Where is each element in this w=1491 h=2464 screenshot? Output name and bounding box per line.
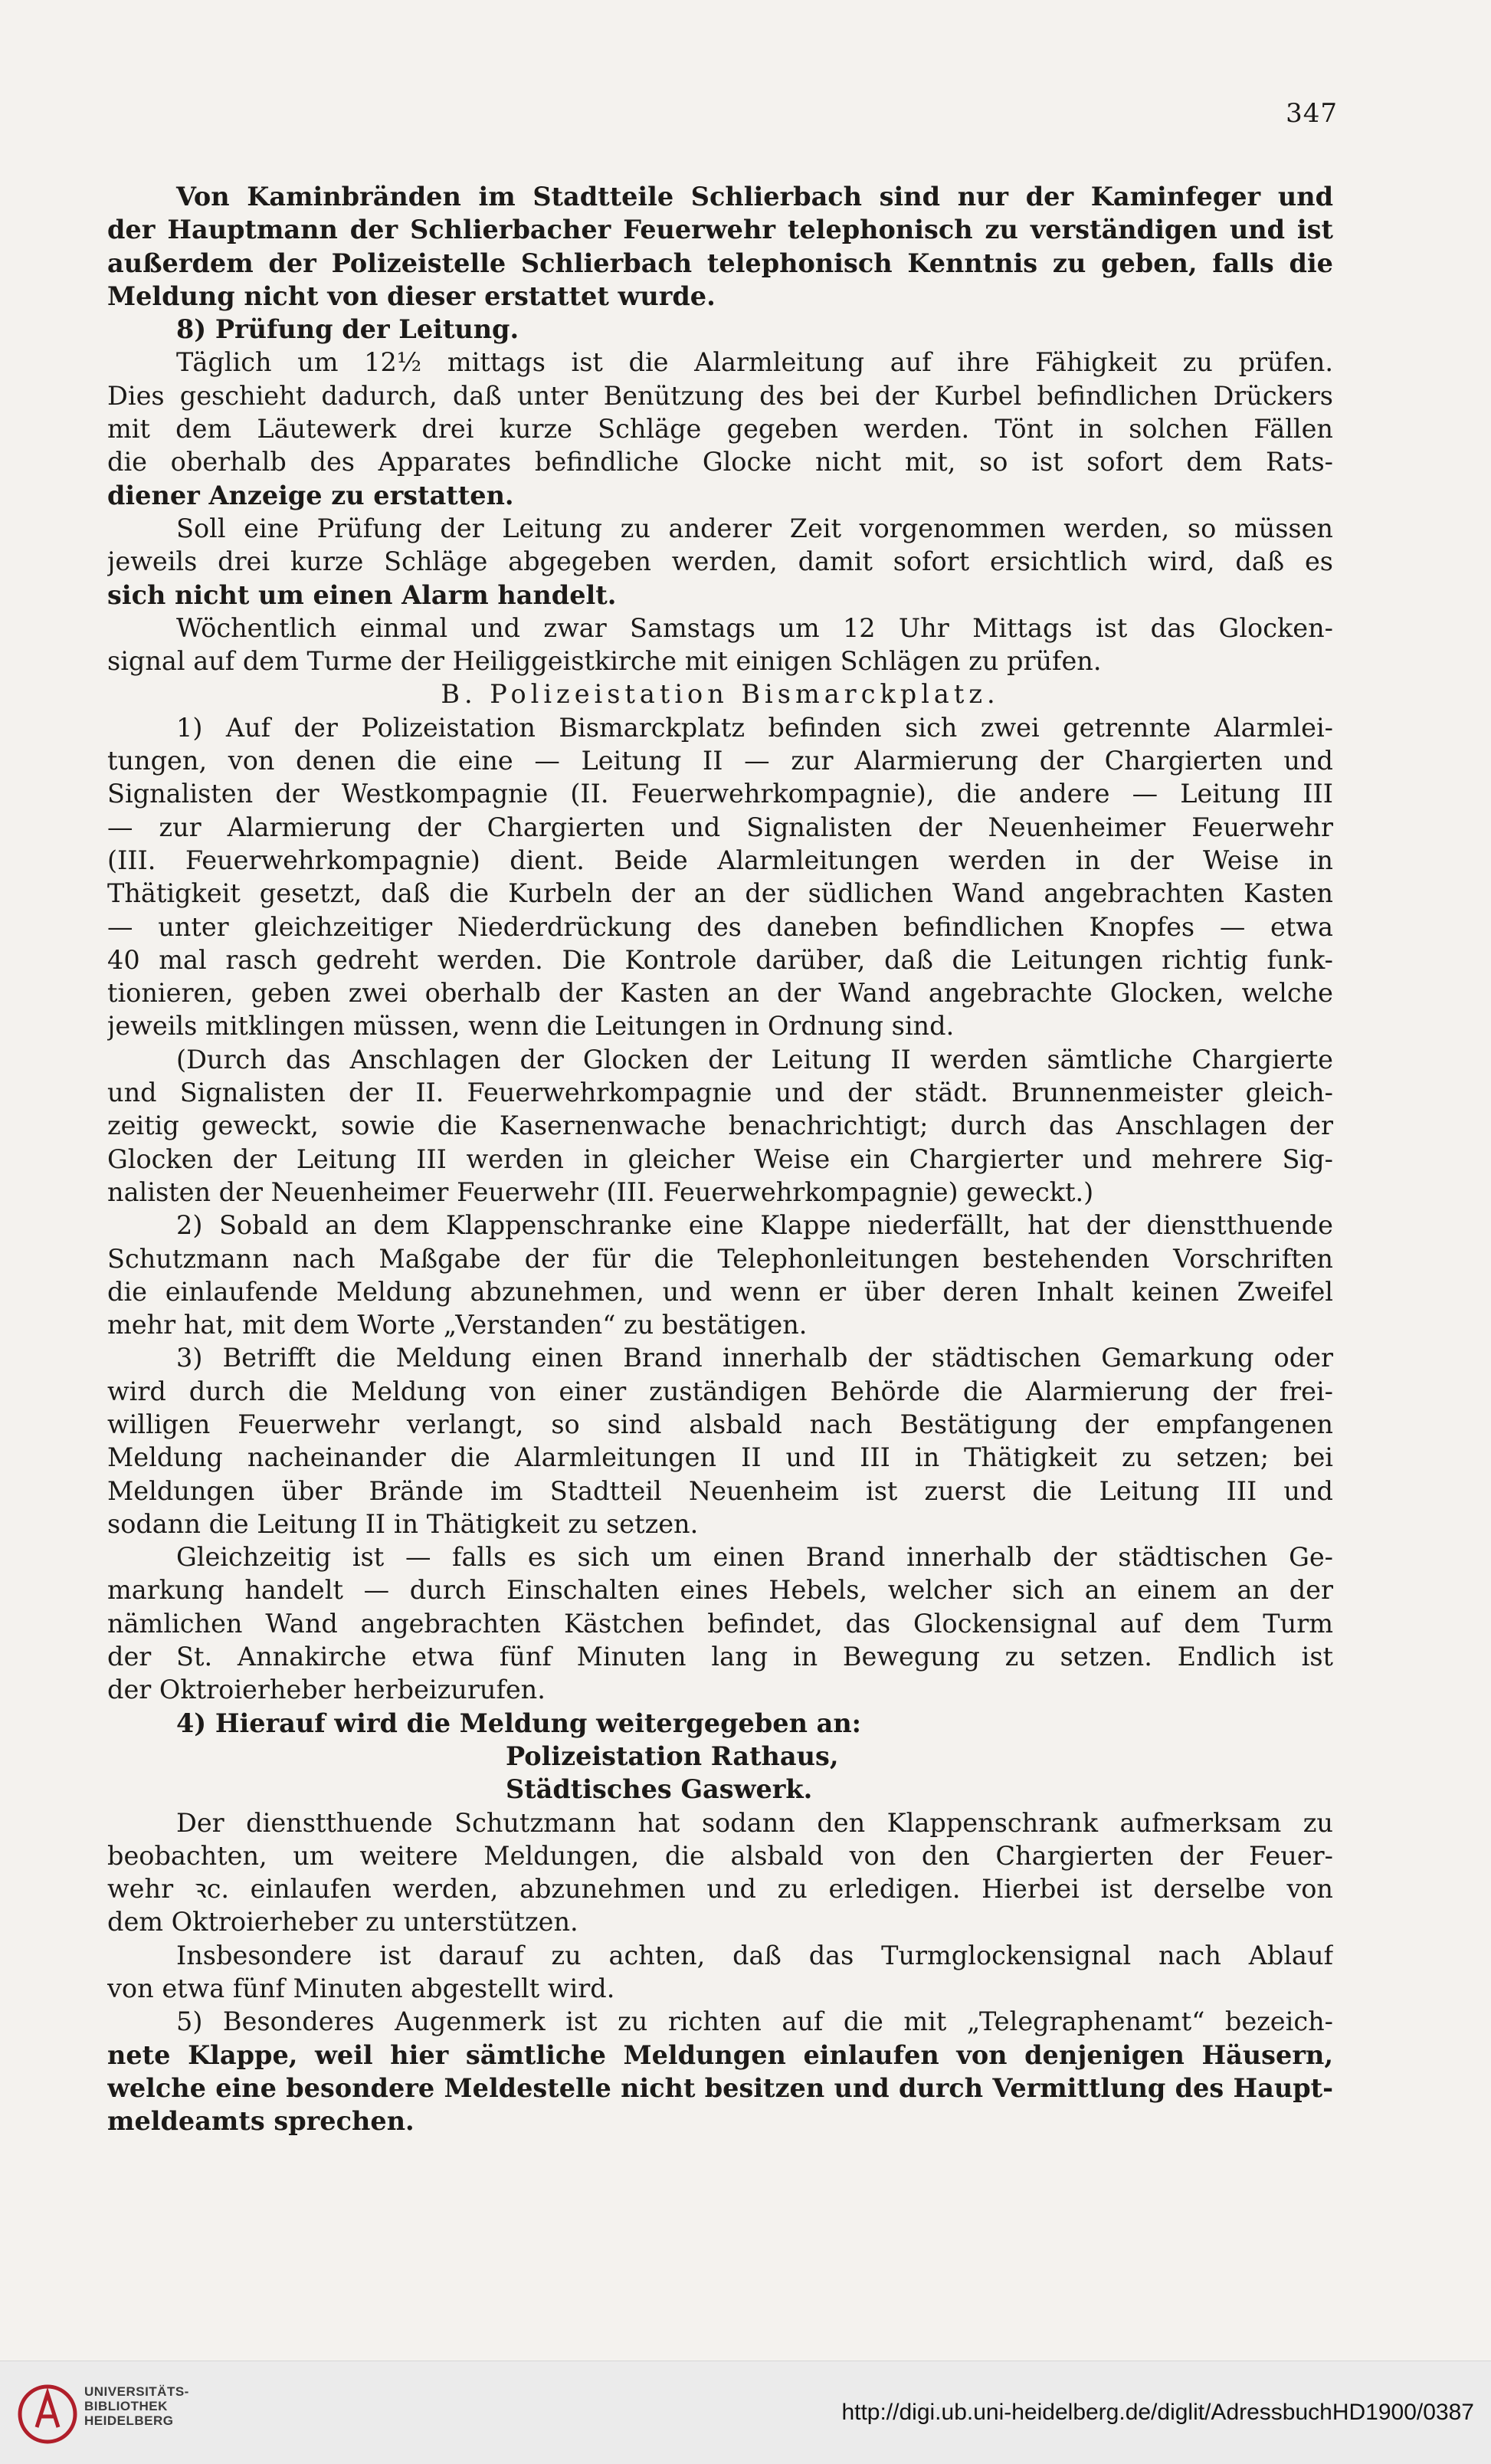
text-line: nete Klappe, weil hier sämtliche Meldungen einlaufen von denjenigen Häusern,	[107, 2039, 1333, 2070]
text-line: nalisten der Neuenheimer Feuerwehr (III. Feuerwehrkompagnie) geweckt.)	[107, 1176, 1094, 1207]
text-line: Meldung nacheinander die Alarmleitungen II und III in Thätigkeit zu setzen; bei	[107, 1442, 1333, 1473]
text-line: 1) Auf der Polizeistation Bismarckplatz befinden sich zwei getrennte Alarmlei-	[176, 712, 1333, 743]
text-line: Städtisches Gaswerk.	[506, 1774, 813, 1805]
text-line: jeweils drei kurze Schläge abgegeben werden, damit sofort ersichtlich wird, daß es	[107, 546, 1333, 577]
library-name-line3: HEIDELBERG	[84, 2413, 174, 2428]
text-line: Meldung nicht von dieser erstattet wurde.	[107, 281, 716, 311]
text-line: Von Kaminbränden im Stadtteile Schlierbach sind nur der Kaminfeger und	[176, 182, 1333, 212]
text-line: B. Polizeistation Bismarckplatz.	[441, 679, 1000, 710]
text-line: beobachten, um weitere Meldungen, die alsbald von den Chargierten der Feuer-	[107, 1840, 1333, 1871]
text-line: Wöchentlich einmal und zwar Samstags um 12 Uhr Mittags ist das Glocken-	[176, 612, 1333, 643]
text-line: (Durch das Anschlagen der Glocken der Leitung II werden sämtliche Chargierte	[176, 1044, 1333, 1075]
text-line: 2) Sobald an dem Klappenschranke eine Klappe niederfällt, hat der dienstthuende	[176, 1210, 1333, 1241]
text-line: signal auf dem Turme der Heiliggeistkirche mit einigen Schlägen zu prüfen.	[107, 646, 1102, 677]
text-line: die einlaufende Meldung abzunehmen, und wenn er über deren Inhalt keinen Zweifel	[107, 1276, 1333, 1307]
text-line: — zur Alarmierung der Chargierten und Signalisten der Neuenheimer Feuerwehr	[107, 812, 1333, 842]
text-line: diener Anzeige zu erstatten.	[107, 480, 514, 510]
text-line: welche eine besondere Meldestelle nicht besitzen und durch Vermittlung des Haupt-	[107, 2072, 1333, 2103]
text-line: 40 mal rasch gedreht werden. Die Kontrole darüber, daß die Leitungen richtig funk-	[107, 944, 1333, 975]
text-line: tungen, von denen die eine — Leitung II — zur Alarmierung der Chargierten und	[107, 746, 1333, 776]
text-block	[107, 180, 1333, 2138]
university-seal-icon	[17, 2380, 78, 2449]
text-line: und Signalisten der II. Feuerwehrkompagnie und der städt. Brunnenmeister gleich-	[107, 1078, 1333, 1108]
text-line: Meldungen über Brände im Stadtteil Neuenheim ist zuerst die Leitung III und	[107, 1475, 1333, 1506]
page-number: 347	[1286, 98, 1338, 129]
text-line: der Hauptmann der Schlierbacher Feuerwehr telephonisch zu verständigen und ist	[107, 215, 1333, 245]
text-line: willigen Feuerwehr verlangt, so sind alsbald nach Bestätigung der empfangenen	[107, 1409, 1333, 1439]
text-line: der St. Annakirche etwa fünf Minuten lang in Bewegung zu setzen. Endlich ist	[107, 1642, 1333, 1672]
text-line: 5) Besonderes Augenmerk ist zu richten auf die mit „Telegraphenamt“ bezeich-	[176, 2006, 1333, 2037]
text-line: 3) Betrifft die Meldung einen Brand innerhalb der städtischen Gemarkung oder	[176, 1343, 1333, 1373]
text-line: jeweils mitklingen müssen, wenn die Leitungen in Ordnung sind.	[107, 1011, 955, 1042]
library-name-line1: UNIVERSITÄTS-	[84, 2384, 189, 2399]
text-line: Signalisten der Westkompagnie (II. Feuerwehrkompagnie), die andere — Leitung III	[107, 779, 1333, 809]
text-line: dem Oktroierheber zu unterstützen.	[107, 1907, 578, 1937]
text-line: markung handelt — durch Einschalten eines Hebels, welcher sich an einem an der	[107, 1575, 1333, 1606]
text-line: 4) Hierauf wird die Meldung weitergegeben an:	[176, 1708, 862, 1738]
text-line: Insbesondere ist darauf zu achten, daß das Turmglockensignal nach Ablauf	[176, 1940, 1333, 1970]
text-line: wehr ꝛc. einlaufen werden, abzunehmen und zu erledigen. Hierbei ist derselbe von	[107, 1874, 1333, 1905]
text-line: wird durch die Meldung von einer zuständigen Behörde die Alarmierung der frei-	[107, 1376, 1333, 1406]
text-line: von etwa fünf Minuten abgestellt wird.	[107, 1973, 615, 2004]
text-line: der Oktroierheber herbeizurufen.	[107, 1675, 546, 1705]
footer-bar	[0, 2361, 1491, 2464]
text-line: meldeamts sprechen.	[107, 2106, 415, 2137]
text-line: Glocken der Leitung III werden in gleicher Weise ein Chargierter und mehrere Sig-	[107, 1143, 1333, 1174]
text-line: Täglich um 12½ mittags ist die Alarmleitung auf ihre Fähigkeit zu prüfen.	[176, 347, 1333, 378]
text-line: zeitig geweckt, sowie die Kasernenwache benachrichtigt; durch das Anschlagen der	[107, 1111, 1333, 1141]
text-line: Schutzmann nach Maßgabe der für die Telephonleitungen bestehenden Vorschriften	[107, 1243, 1333, 1274]
text-line: Thätigkeit gesetzt, daß die Kurbeln der an der südlichen Wand angebrachten Kasten	[107, 878, 1333, 909]
text-line: sodann die Leitung II in Thätigkeit zu setzen.	[107, 1508, 699, 1539]
text-line: 8) Prüfung der Leitung.	[176, 314, 519, 345]
text-line: nämlichen Wand angebrachten Kästchen befindet, das Glockensignal auf dem Turm	[107, 1608, 1333, 1639]
source-url-link[interactable]: http://digi.ub.uni-heidelberg.de/diglit/AdressbuchHD1900/0387	[841, 2400, 1474, 2425]
text-line: Soll eine Prüfung der Leitung zu anderer Zeit vorgenommen werden, so müssen	[176, 513, 1333, 543]
text-line: mehr hat, mit dem Worte „Verstanden“ zu bestätigen.	[107, 1310, 808, 1340]
text-line: mit dem Läutewerk drei kurze Schläge gegeben werden. Tönt in solchen Fällen	[107, 414, 1333, 445]
text-line: Gleichzeitig ist — falls es sich um einen Brand innerhalb der städtischen Ge-	[176, 1542, 1333, 1573]
library-name	[84, 2384, 189, 2428]
text-line: Dies geschieht dadurch, daß unter Benützung des bei der Kurbel befindlichen Drückers	[107, 380, 1333, 411]
text-line: Polizeistation Rathaus,	[506, 1741, 839, 1771]
text-line: tionieren, geben zwei oberhalb der Kasten an der Wand angebrachte Glocken, welche	[107, 978, 1333, 1009]
text-line: außerdem der Polizeistelle Schlierbach telephonisch Kenntnis zu geben, falls die	[107, 248, 1333, 278]
text-line: Der dienstthuende Schutzmann hat sodann den Klappenschrank aufmerksam zu	[176, 1807, 1333, 1838]
text-line: sich nicht um einen Alarm handelt.	[107, 579, 617, 610]
library-name-line2: BIBLIOTHEK	[84, 2399, 168, 2413]
text-line: die oberhalb des Apparates befindliche Glocke nicht mit, so ist sofort dem Rats-	[107, 447, 1333, 477]
text-line: (III. Feuerwehrkompagnie) dient. Beide Alarmleitungen werden in der Weise in	[107, 845, 1333, 875]
text-line: — unter gleichzeitiger Niederdrückung des daneben befindlichen Knopfes — etwa	[107, 911, 1333, 942]
